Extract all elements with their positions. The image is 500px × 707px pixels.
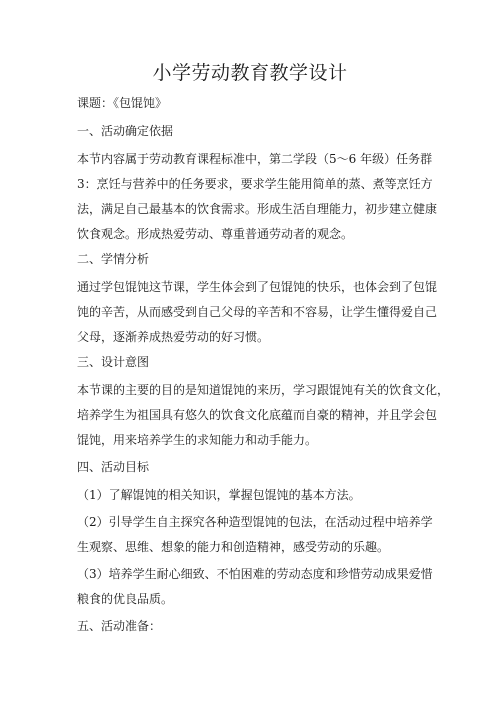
paragraph-line: 培养学生为祖国具有悠久的饮食文化底蕴而自豪的精神，并且学会包 bbox=[77, 408, 438, 422]
paragraph-line: 父母，逐渐养成热爱劳动的好习惯。 bbox=[77, 330, 270, 344]
goal-item: （3）培养学生耐心细致、不怕困难的劳动态度和珍惜劳动成果爱惜 bbox=[77, 567, 433, 581]
goal-item: （1）了解馄饨的相关知识，掌握包馄饨的基本方法。 bbox=[77, 488, 361, 502]
goal-item: （2）引导学生自主探究各种造型馄饨的包法，在活动过程中培养学 bbox=[77, 515, 433, 529]
section-heading-intent: 三、设计意图 bbox=[77, 355, 150, 369]
section-heading-goals: 四、活动目标 bbox=[77, 460, 150, 474]
section-heading-basis: 一、活动确定依据 bbox=[77, 124, 174, 138]
paragraph-line: 馄饨，用来培养学生的求知能力和动手能力。 bbox=[77, 433, 318, 447]
document-title: 小学劳动教育教学设计 bbox=[152, 62, 348, 84]
paragraph-line: 饨的辛苦，从而感受到自己父母的辛苦和不容易，让学生懂得爱自己 bbox=[77, 305, 438, 319]
paragraph-line: 通过学包馄饨这节课，学生体会到了包馄饨的快乐，也体会到了包馄 bbox=[77, 280, 438, 294]
paragraph-line: 生观察、思维、想象的能力和创造精神，感受劳动的乐趣。 bbox=[77, 540, 390, 554]
lesson-topic: 课题：《包馄饨》 bbox=[77, 96, 168, 110]
paragraph-line: 本节内容属于劳动教育课程标准中，第二学段（5～6 年级）任务群 bbox=[77, 152, 433, 166]
paragraph-line: 粮食的优良品质。 bbox=[77, 592, 174, 606]
paragraph-line: 本节课的主要的目的是知道馄饨的来历，学习跟馄饨有关的饮食文化， bbox=[77, 383, 450, 397]
paragraph-line: 饮食观念。形成热爱劳动、尊重普通劳动者的观念。 bbox=[77, 227, 354, 241]
paragraph-line: 法，满足自己最基本的饮食需求。形成生活自理能力，初步建立健康 bbox=[77, 202, 438, 216]
section-heading-preparation: 五、活动准备： bbox=[77, 619, 162, 633]
paragraph-line: 3：烹饪与营养中的任务要求，要求学生能用简单的蒸、煮等烹饪方 bbox=[77, 177, 433, 191]
section-heading-analysis: 二、学情分析 bbox=[77, 252, 150, 266]
